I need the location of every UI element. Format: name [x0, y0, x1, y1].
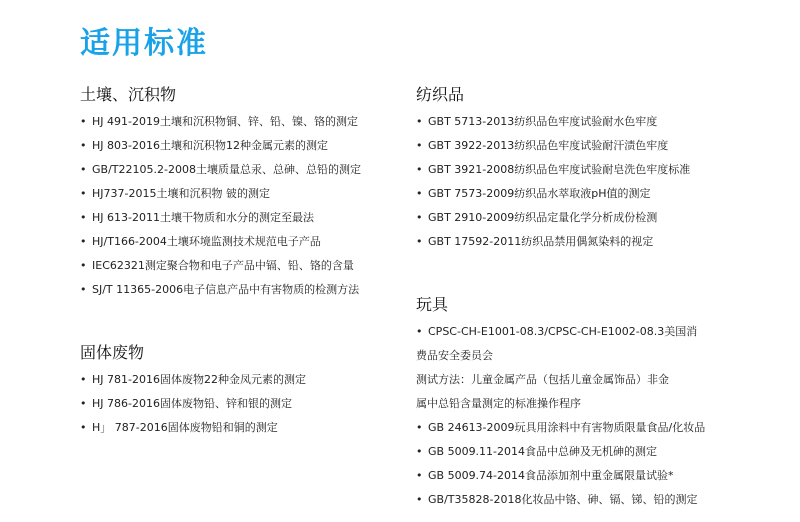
list-item: • GB 24613-2009玩具用涂料中有害物质限量食品/化妆品	[416, 416, 776, 440]
bullet-icon: •	[80, 235, 87, 248]
bullet-icon: •	[416, 115, 423, 128]
bullet-icon: •	[80, 283, 87, 296]
bullet-icon: •	[80, 139, 87, 152]
standards-list-toys	[416, 320, 776, 512]
section-textiles	[416, 84, 756, 254]
list-item-continuation: 属中总铅含量测定的标准操作程序	[416, 397, 581, 410]
bullet-icon: •	[80, 187, 87, 200]
bullet-icon: •	[80, 211, 87, 224]
list-item: • GBT 3922-2013纺织品色牢度试验耐汗渍色牢度	[416, 134, 756, 158]
section-soil-sediment	[80, 84, 410, 302]
section-toys	[416, 294, 776, 512]
list-item: • GBT 3921-2008纺织品色牢度试验耐皂洗色牢度标准	[416, 158, 756, 182]
list-item: • HJ/T166-2004土壤环境监测技术规范电子产品	[80, 230, 410, 254]
section-title-soil: 土壤、沉积物	[80, 85, 177, 104]
bullet-icon: •	[80, 373, 87, 386]
list-item: • GBT 17592-2011纺织品禁用偶氮染料的视定	[416, 230, 756, 254]
list-item: • GB 5009.11-2014食品中总砷及无机砷的测定	[416, 440, 776, 464]
list-item: • H」 787-2016固体废物铅和铜的测定	[80, 416, 410, 440]
bullet-icon: •	[80, 115, 87, 128]
list-item: • HJ 781-2016固体废物22种金凤元素的测定	[80, 368, 410, 392]
bullet-icon: •	[416, 235, 423, 248]
list-item: • HJ 803-2016土壤和沉积物12种金属元素的测定	[80, 134, 410, 158]
bullet-icon: •	[416, 421, 423, 434]
list-item-continuation: 测试方法：儿童金属产品（包括儿童金属饰品）非金	[416, 373, 669, 386]
section-title-textiles: 纺织品	[416, 85, 465, 104]
section-title-solid-waste: 固体废物	[80, 343, 145, 362]
list-item: • CPSC-CH-E1001-08.3/CPSC-CH-E1002-08.3美国消	[416, 320, 776, 344]
list-item: • GB 5009.74-2014食品添加剂中重金属限量试验*	[416, 464, 776, 488]
list-item-continuation: 费品安全委员会	[416, 349, 493, 362]
standards-list-textiles	[416, 110, 756, 254]
list-item: • GB/T35828-2018化妆品中铬、砷、镉、锑、铅的测定	[416, 488, 776, 512]
bullet-icon: •	[416, 325, 423, 338]
list-item: • SJ/T 11365-2006电子信息产品中有害物质的检测方法	[80, 278, 410, 302]
section-solid-waste	[80, 342, 410, 440]
page-title: 适用标准	[80, 26, 208, 61]
list-item: • GBT 5713-2013纺织品色牢度试验耐水色牢度	[416, 110, 756, 134]
list-item: • HJ 491-2019土壤和沉积物铜、锌、铅、镍、铬的测定	[80, 110, 410, 134]
list-item: • HJ737-2015土壤和沉积物 铍的测定	[80, 182, 410, 206]
section-title-toys: 玩具	[416, 295, 449, 314]
bullet-icon: •	[80, 163, 87, 176]
list-item: • HJ 786-2016固体废物铅、锌和银的测定	[80, 392, 410, 416]
bullet-icon: •	[80, 259, 87, 272]
list-item: • GBT 2910-2009纺织品定量化学分析成份检测	[416, 206, 756, 230]
bullet-icon: •	[416, 469, 423, 482]
bullet-icon: •	[80, 397, 87, 410]
list-item: • GBT 7573-2009纺织品水萃取液pH值的测定	[416, 182, 756, 206]
bullet-icon: •	[416, 211, 423, 224]
bullet-icon: •	[416, 163, 423, 176]
list-item: • GB/T22105.2-2008土壤质量总汞、总砷、总铅的测定	[80, 158, 410, 182]
list-item: • IEC62321测定聚合物和电子产品中镉、铅、铬的含量	[80, 254, 410, 278]
standards-list-solid-waste	[80, 368, 410, 440]
standards-list-soil	[80, 110, 410, 302]
bullet-icon: •	[416, 187, 423, 200]
list-item: • HJ 613-2011土壤干物质和水分的测定至最法	[80, 206, 410, 230]
bullet-icon: •	[416, 445, 423, 458]
bullet-icon: •	[416, 493, 423, 506]
bullet-icon: •	[80, 421, 87, 434]
bullet-icon: •	[416, 139, 423, 152]
